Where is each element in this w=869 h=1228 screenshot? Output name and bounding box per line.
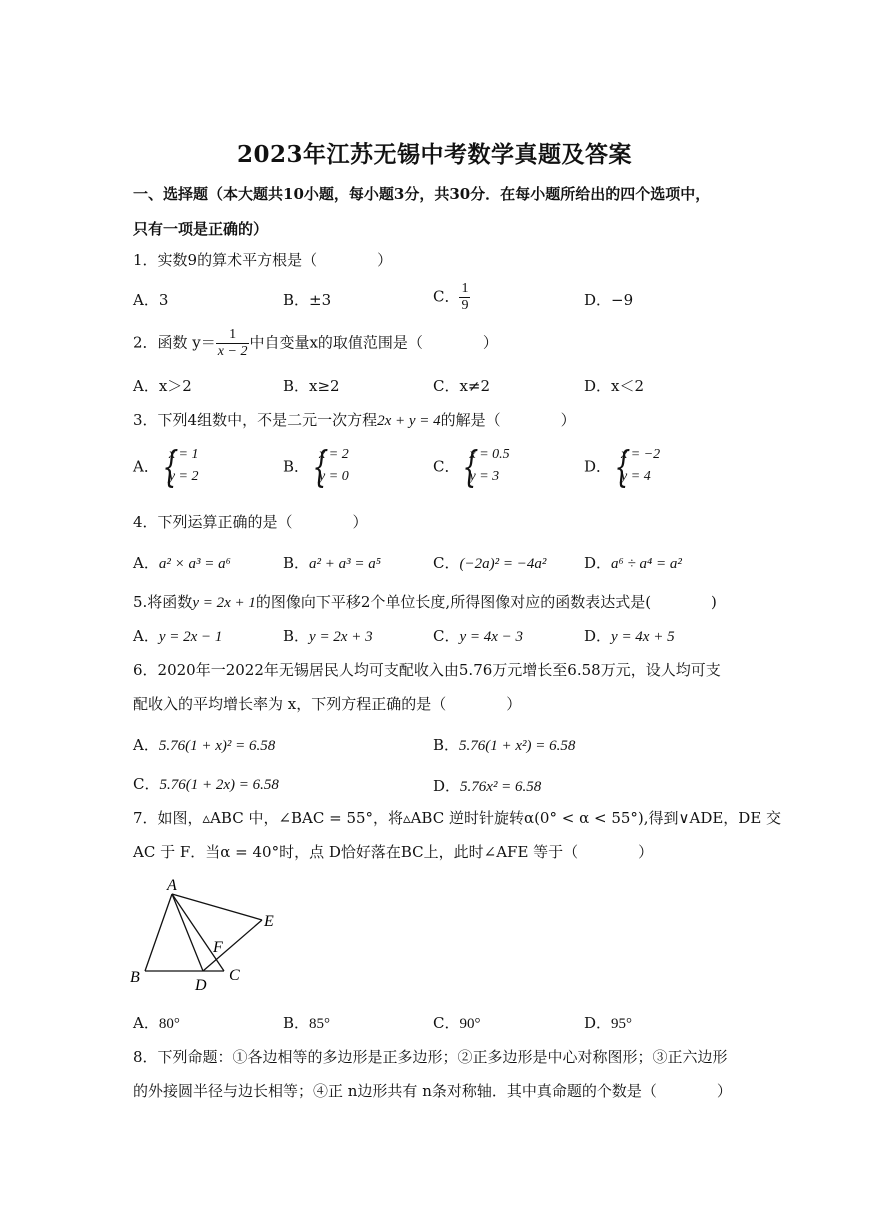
q3-option-c xyxy=(433,444,510,488)
equation-system xyxy=(611,444,660,488)
option-label: B． xyxy=(283,627,310,645)
figure-lines xyxy=(145,894,262,971)
option-label: C． xyxy=(133,775,160,793)
option-label: B． xyxy=(283,554,310,572)
fraction xyxy=(216,327,250,360)
fraction-numerator: 1 xyxy=(459,281,470,298)
q5-stem-post: 的图像向下平移2个单位长度,所得图像对应的函数表达式是( ) xyxy=(255,593,717,611)
expression: 80° xyxy=(158,1016,180,1032)
expression: y = 4x + 5 xyxy=(611,629,675,645)
equation-line: y = 4 xyxy=(621,469,651,484)
option-label: C． xyxy=(433,554,460,572)
option-label: D． xyxy=(584,554,612,572)
q5-stem xyxy=(133,591,717,612)
equation: 2x + y = 4 xyxy=(377,413,441,429)
q3-stem xyxy=(133,409,576,430)
segment-ab xyxy=(145,894,172,971)
expression: a² + a³ = a⁵ xyxy=(309,556,381,572)
q2-option-c: C．x≠2 xyxy=(433,377,491,395)
q8-stem-line1: 8．下列命题：①各边相等的多边形是正多边形；②正多边形是中心对称图形；③正六边形 xyxy=(133,1048,728,1066)
point-b-label: B xyxy=(130,969,140,986)
q4-option-c xyxy=(433,552,546,573)
q3-option-a-label: A． xyxy=(133,457,159,476)
section-header-line1: 一、选择题（本大题共10小题，每小题3分，共30分．在每小题所给出的四个选项中， xyxy=(133,185,711,203)
equation-line: { x = −2 xyxy=(621,447,661,462)
option-label: B． xyxy=(433,736,460,754)
q3-option-d xyxy=(584,444,660,488)
q7-option-b xyxy=(283,1012,330,1033)
point-d-label: D xyxy=(195,977,207,994)
q3-stem-pre: 3．下列4组数中，不是二元一次方程 xyxy=(133,411,378,429)
equation-system xyxy=(309,444,349,488)
q1-option-a: A．3 xyxy=(133,291,169,309)
option-label: C． xyxy=(433,1014,460,1032)
q5-option-d xyxy=(584,625,675,646)
q6-option-b xyxy=(433,734,575,755)
expression: 5.76x² = 6.58 xyxy=(460,779,542,795)
q3-option-b xyxy=(283,444,349,488)
q3-option-a xyxy=(133,444,199,488)
q4-option-b xyxy=(283,552,381,573)
point-c-label: C xyxy=(229,967,240,984)
q5-stem-pre: 5.将函数 xyxy=(133,593,193,611)
expression: 5.76(1 + x)² = 6.58 xyxy=(158,738,276,754)
point-e-label: E xyxy=(264,913,274,930)
option-label: A． xyxy=(133,554,159,572)
q5-option-a xyxy=(133,625,222,646)
equation-line: { x = 1 xyxy=(168,447,199,462)
expression: 95° xyxy=(611,1016,633,1032)
option-label: A． xyxy=(133,736,159,754)
q8-stem-line2: 的外接圆半径与边长相等；④正 n边形共有 n条对称轴．其中真命题的个数是（ ） xyxy=(133,1082,732,1100)
q3-option-c-label: C． xyxy=(433,457,460,476)
q6-stem-line1: 6．2020年一2022年无锡居民人均可支配收入由5.76万元增长至6.58万元，设人均可支 xyxy=(133,661,721,679)
expression: 85° xyxy=(309,1016,331,1032)
q6-option-d xyxy=(433,775,541,796)
q4-stem: 4．下列运算正确的是（ ） xyxy=(133,513,368,531)
equation-line: y = 0 xyxy=(319,469,349,484)
segment-ae xyxy=(172,894,262,920)
function-expression: y = 2x + 1 xyxy=(192,595,256,611)
option-label: A． xyxy=(133,1014,159,1032)
q1-stem: 1．实数9的算术平方根是（ ） xyxy=(133,251,393,269)
expression: 5.76(1 + 2x) = 6.58 xyxy=(159,777,279,793)
option-label: D． xyxy=(433,777,461,795)
q7-option-d xyxy=(584,1012,632,1033)
q7-option-c xyxy=(433,1012,480,1033)
point-f-label: F xyxy=(213,939,223,956)
q2-stem-post: 中自变量x的取值范围是（ ） xyxy=(249,333,498,352)
q7-stem-line2: AC 于 F．当α = 40°时，点 D恰好落在BC上，此时∠AFE 等于（ ） xyxy=(133,843,654,861)
fraction-denominator: x − 2 xyxy=(217,344,248,360)
q5-option-b xyxy=(283,625,373,646)
q6-option-a xyxy=(133,734,275,755)
q6-stem-line2: 配收入的平均增长率为 x，下列方程正确的是（ ） xyxy=(133,695,522,713)
expression: 5.76(1 + x²) = 6.58 xyxy=(459,738,576,754)
q2-option-a: A．x＞2 xyxy=(133,377,192,395)
fraction-denominator: 9 xyxy=(461,298,469,314)
option-label: D． xyxy=(584,1014,612,1032)
fraction xyxy=(459,281,470,314)
q4-option-a xyxy=(133,552,231,573)
q1-option-b: B．±3 xyxy=(283,291,332,309)
q2-option-b: B．x≥2 xyxy=(283,377,340,395)
expression: (−2a)² = −4a² xyxy=(459,556,547,572)
expression: 90° xyxy=(459,1016,481,1032)
equation-system xyxy=(159,444,199,488)
option-label: D． xyxy=(584,627,612,645)
section-header-line2: 只有一项是正确的） xyxy=(133,220,269,238)
q2-stem-pre: 2．函数 y＝ xyxy=(133,333,216,352)
q3-stem-post: 的解是（ ） xyxy=(440,411,576,429)
option-label: A． xyxy=(133,627,159,645)
expression: y = 2x + 3 xyxy=(309,629,373,645)
equation-system xyxy=(459,444,509,488)
equation-line: y = 3 xyxy=(469,469,500,484)
expression: y = 4x − 3 xyxy=(459,629,524,645)
q2-option-d: D．x＜2 xyxy=(584,377,645,395)
q1-option-c-label: C． xyxy=(433,287,460,306)
q7-option-a xyxy=(133,1012,180,1033)
q3-option-b-label: B． xyxy=(283,457,310,476)
expression: a² × a³ = a⁶ xyxy=(158,556,231,572)
expression: a⁶ ÷ a⁴ = a² xyxy=(611,556,682,572)
q3-option-d-label: D． xyxy=(584,457,612,476)
q7-stem-line1: 7．如图，▵ABC 中，∠BAC = 55°，将▵ABC 逆时针旋转α(0° < α < 55°),得到∨ADE，DE 交 xyxy=(133,809,782,827)
option-label: C． xyxy=(433,627,460,645)
q4-option-d xyxy=(584,552,682,573)
page-title: 2023年江苏无锡中考数学真题及答案 xyxy=(236,141,632,168)
segment-de xyxy=(203,920,262,971)
q2-stem xyxy=(133,327,498,360)
point-a-label: A xyxy=(167,877,177,894)
q1-option-d: D．−9 xyxy=(584,291,634,309)
fraction-numerator: 1 xyxy=(216,327,250,344)
q6-option-c xyxy=(133,773,279,794)
q1-option-c xyxy=(433,281,470,314)
option-label: B． xyxy=(283,1014,310,1032)
equation-line: { x = 0.5 xyxy=(469,447,510,462)
q5-option-c xyxy=(433,625,523,646)
triangle-rotation-figure xyxy=(125,870,295,995)
equation-line: { x = 2 xyxy=(319,447,349,462)
expression: y = 2x − 1 xyxy=(158,629,223,645)
equation-line: y = 2 xyxy=(168,469,199,484)
